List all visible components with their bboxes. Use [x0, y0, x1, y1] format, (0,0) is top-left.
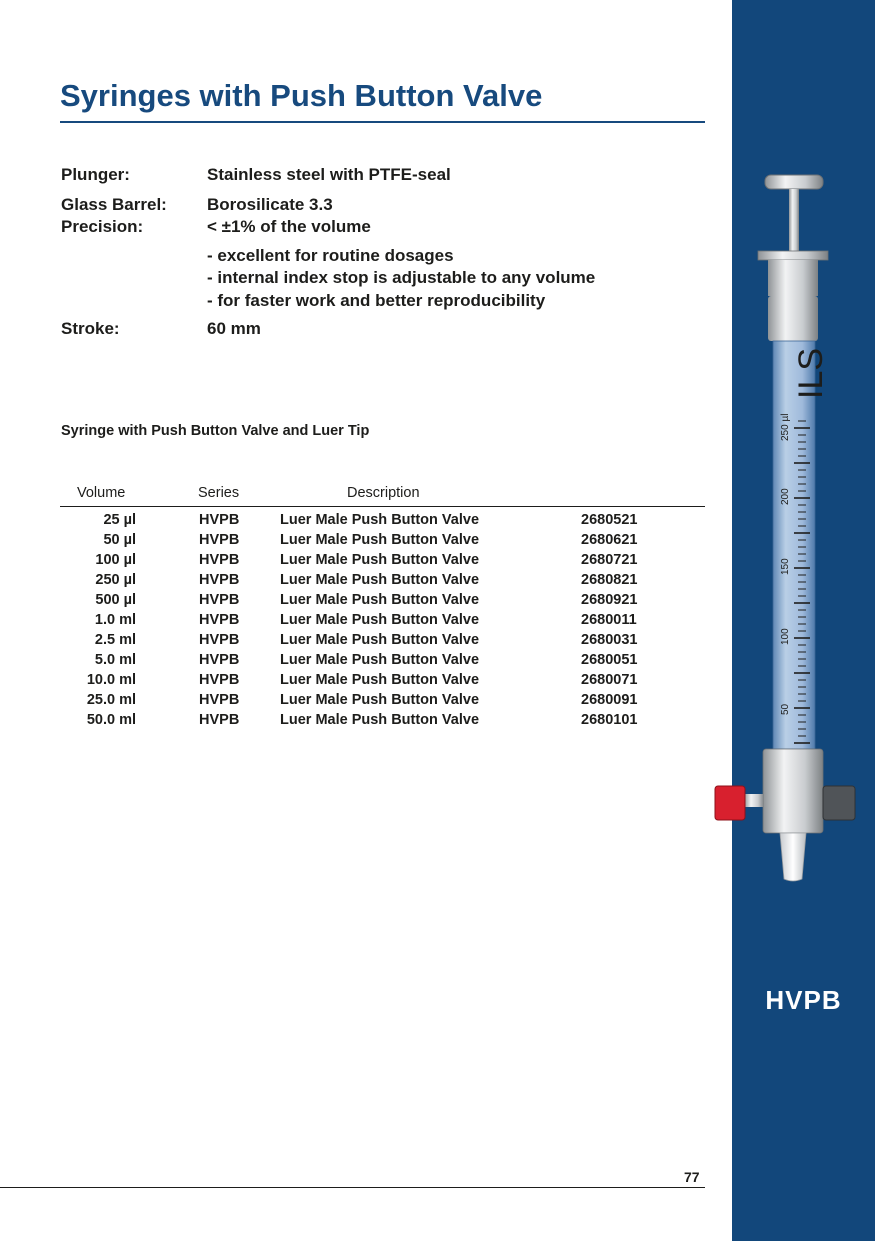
cell-volume: 50.0 ml — [86, 712, 136, 728]
cell-volume: 1.0 ml — [94, 612, 136, 628]
cell-series: HVPB — [199, 652, 240, 668]
table-row — [0, 672, 705, 692]
feature-item: - for faster work and better reproducibility — [207, 291, 546, 310]
cell-volume: 250 µl — [95, 572, 136, 588]
footer-rule — [0, 1187, 705, 1188]
scale-label: 150 — [780, 558, 791, 575]
luer-tip — [780, 833, 806, 881]
syringe-glass-barrel — [773, 341, 815, 749]
table-row — [0, 612, 705, 632]
cell-series: HVPB — [199, 632, 240, 648]
feature-item: - internal index stop is adjustable to any volume — [207, 268, 596, 287]
table-row — [0, 652, 705, 672]
cell-description: Luer Male Push Button Valve — [280, 692, 480, 708]
cell-catalog-number: 2680011 — [581, 612, 637, 628]
cell-volume: 10.0 ml — [86, 672, 136, 688]
cell-catalog-number: 2680071 — [581, 672, 638, 688]
syringe-brand-mark: ILS — [792, 347, 830, 399]
cell-description: Luer Male Push Button Valve — [280, 552, 480, 568]
valve-stem — [744, 794, 764, 807]
cell-catalog-number: 2680921 — [581, 592, 638, 608]
scale-label: 100 — [780, 628, 791, 645]
table-row — [0, 512, 705, 532]
cell-description: Luer Male Push Button Valve — [280, 572, 480, 588]
table-row — [0, 632, 705, 652]
cell-description: Luer Male Push Button Valve — [280, 652, 480, 668]
syringe-collar — [768, 260, 818, 296]
syringe-barrel-cap — [768, 296, 818, 341]
cell-catalog-number: 2680721 — [581, 552, 638, 568]
syringe-plunger-head — [765, 175, 823, 189]
cell-description: Luer Male Push Button Valve — [280, 612, 480, 628]
column-header-description: Description — [347, 485, 420, 501]
cell-series: HVPB — [199, 592, 240, 608]
syringe-illustration — [700, 165, 875, 885]
cell-series: HVPB — [199, 532, 240, 548]
cell-series: HVPB — [199, 692, 240, 708]
cell-description: Luer Male Push Button Valve — [280, 512, 480, 528]
table-header-rule — [60, 506, 705, 507]
table-row — [0, 552, 705, 572]
cell-volume: 25 µl — [103, 512, 136, 528]
push-button-valve-grey — [823, 786, 855, 820]
table-row — [0, 692, 705, 712]
cell-catalog-number: 2680051 — [581, 652, 638, 668]
page-number: 77 — [684, 1169, 700, 1185]
cell-catalog-number: 2680091 — [581, 692, 638, 708]
cell-catalog-number: 2680031 — [581, 632, 638, 648]
cell-volume: 5.0 ml — [94, 652, 136, 668]
spec-label: Glass Barrel: — [61, 195, 167, 214]
column-header-series: Series — [198, 485, 240, 501]
title-divider — [60, 121, 705, 123]
column-header-volume: Volume — [77, 485, 126, 501]
table-row — [0, 572, 705, 592]
cell-series: HVPB — [199, 672, 240, 688]
page-title: Syringes with Push Button Valve — [60, 78, 543, 113]
cell-catalog-number: 2680521 — [581, 512, 638, 528]
spec-label: Plunger: — [61, 165, 130, 184]
spec-value: Stainless steel with PTFE-seal — [207, 165, 451, 184]
cell-description: Luer Male Push Button Valve — [280, 712, 480, 728]
spec-label: Precision: — [61, 217, 144, 236]
scale-label: 200 — [780, 488, 791, 505]
cell-volume: 50 µl — [103, 532, 136, 548]
feature-item: - excellent for routine dosages — [207, 246, 454, 265]
syringe-finger-flange — [758, 251, 828, 260]
cell-catalog-number: 2680821 — [581, 572, 638, 588]
cell-series: HVPB — [199, 712, 240, 728]
syringe-plunger-rod — [789, 189, 799, 255]
cell-volume: 2.5 ml — [94, 632, 136, 648]
scale-label: 250 µl — [780, 413, 791, 441]
section-heading: Syringe with Push Button Valve and Luer Tip — [61, 423, 370, 439]
spec-value: < ±1% of the volume — [207, 217, 371, 236]
cell-volume: 500 µl — [95, 592, 136, 608]
spec-value: 60 mm — [207, 319, 261, 338]
cell-description: Luer Male Push Button Valve — [280, 592, 480, 608]
scale-label: 50 — [780, 703, 791, 715]
cell-series: HVPB — [199, 552, 240, 568]
table-row — [0, 592, 705, 612]
cell-volume: 25.0 ml — [86, 692, 136, 708]
cell-volume: 100 µl — [95, 552, 136, 568]
cell-description: Luer Male Push Button Valve — [280, 632, 480, 648]
cell-series: HVPB — [199, 512, 240, 528]
cell-catalog-number: 2680101 — [581, 712, 638, 728]
cell-description: Luer Male Push Button Valve — [280, 532, 480, 548]
valve-body — [763, 749, 823, 833]
cell-series: HVPB — [199, 612, 240, 628]
table-row — [0, 532, 705, 552]
cell-catalog-number: 2680621 — [581, 532, 638, 548]
cell-series: HVPB — [199, 572, 240, 588]
spec-value: Borosilicate 3.3 — [207, 195, 333, 214]
series-code-tab: HVPB — [765, 985, 842, 1015]
push-button-valve-red — [715, 786, 745, 820]
cell-description: Luer Male Push Button Valve — [280, 672, 480, 688]
table-row — [0, 712, 705, 732]
spec-label: Stroke: — [61, 319, 120, 338]
